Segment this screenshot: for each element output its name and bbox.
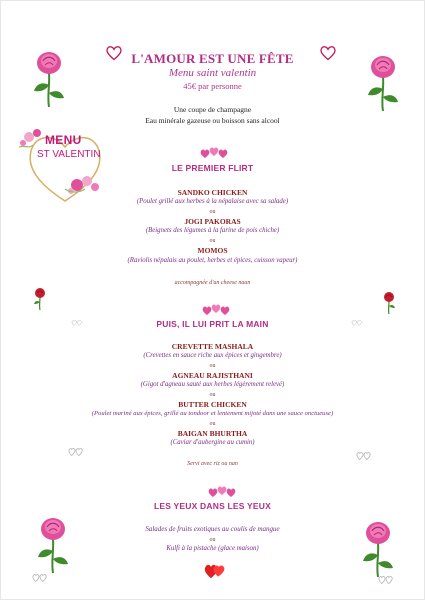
rose-icon (33, 513, 73, 575)
outline-hearts-icon (355, 451, 373, 461)
menu-title: L'AMOUR EST UNE FÊTE (131, 51, 294, 66)
section-heading-mains: PUIS, IL LUI PRIT LA MAIN (156, 319, 269, 329)
dish-description: (Poulet mariné aux épices, grillé au tondoor et lentement mijoté dans une sauce onctueuse) (91, 410, 334, 417)
small-rose-icon (33, 287, 47, 311)
hearts-cluster-icon (201, 303, 231, 317)
badge-menu-label: MENU (45, 133, 82, 147)
outline-hearts-icon (31, 573, 49, 583)
dessert-item: Kulfi à la pistache (glace maison) (166, 545, 259, 552)
mains-note: Servi avec riz ou nan (187, 461, 238, 467)
or-separator: ou (209, 421, 216, 427)
outline-hearts-icon (377, 575, 395, 585)
red-hearts-icon (203, 562, 227, 580)
menu-subtitle: Menu saint valentin (168, 67, 257, 79)
dish-name: BAIGAN BHURTHA (177, 429, 248, 438)
or-separator: ou (209, 363, 216, 369)
dish-name: SANDKO CHICKEN (177, 188, 248, 197)
starters-note: accompagnée d'un cheese naan (174, 280, 251, 286)
dish-description: (Gigot d'agneau sauté aux herbes légèrement relevé) (140, 381, 285, 388)
or-separator: ou (209, 392, 216, 398)
small-rose-icon (382, 291, 396, 315)
intro-champagne: Une coupe de champagne (173, 105, 252, 114)
dish-name: AGNEAU RAJISTHANI (172, 371, 253, 380)
dish-description: (Poulet grillé aux herbes à la népalaise avec sa salade) (136, 198, 289, 205)
dish-name: BUTTER CHICKEN (178, 400, 247, 409)
section-heading-starters: LE PREMIER FLIRT (171, 163, 254, 173)
hearts-cluster-icon (207, 485, 237, 499)
dish-name: CREVETTE MASHALA (171, 342, 254, 351)
outline-hearts-icon (67, 447, 85, 457)
or-separator: ou (209, 209, 216, 215)
rose-icon (358, 517, 398, 579)
dish-description: (Raviolis népalais au poulet, herbes et épices, cuisson vapeur) (127, 257, 298, 264)
dish-description: (Beignets des légumes à la farine de pois chiche) (145, 227, 280, 234)
or-separator: ou (209, 238, 216, 244)
hearts-cluster-icon (199, 146, 229, 160)
dish-name: MOMOS (197, 246, 228, 255)
dessert-item: Salades de fruits exotiques au coulis de mangue (145, 525, 280, 533)
dish-description: (Caviar d'aubergine au cumin) (170, 439, 255, 446)
intro-water: Eau minérale gazeuse ou boisson sans alcool (145, 116, 280, 125)
menu-price: 45€ par personne (183, 81, 242, 91)
section-heading-desserts: LES YEUX DANS LES YEUX (154, 501, 271, 511)
dish-description: (Crevettes en sauce riche aux épices et gingembre) (143, 352, 282, 359)
or-separator: ou (209, 537, 216, 543)
badge-st-valentin-label: ST VALENTIN (37, 149, 101, 160)
dish-name: JOGI PAKORAS (184, 217, 241, 226)
